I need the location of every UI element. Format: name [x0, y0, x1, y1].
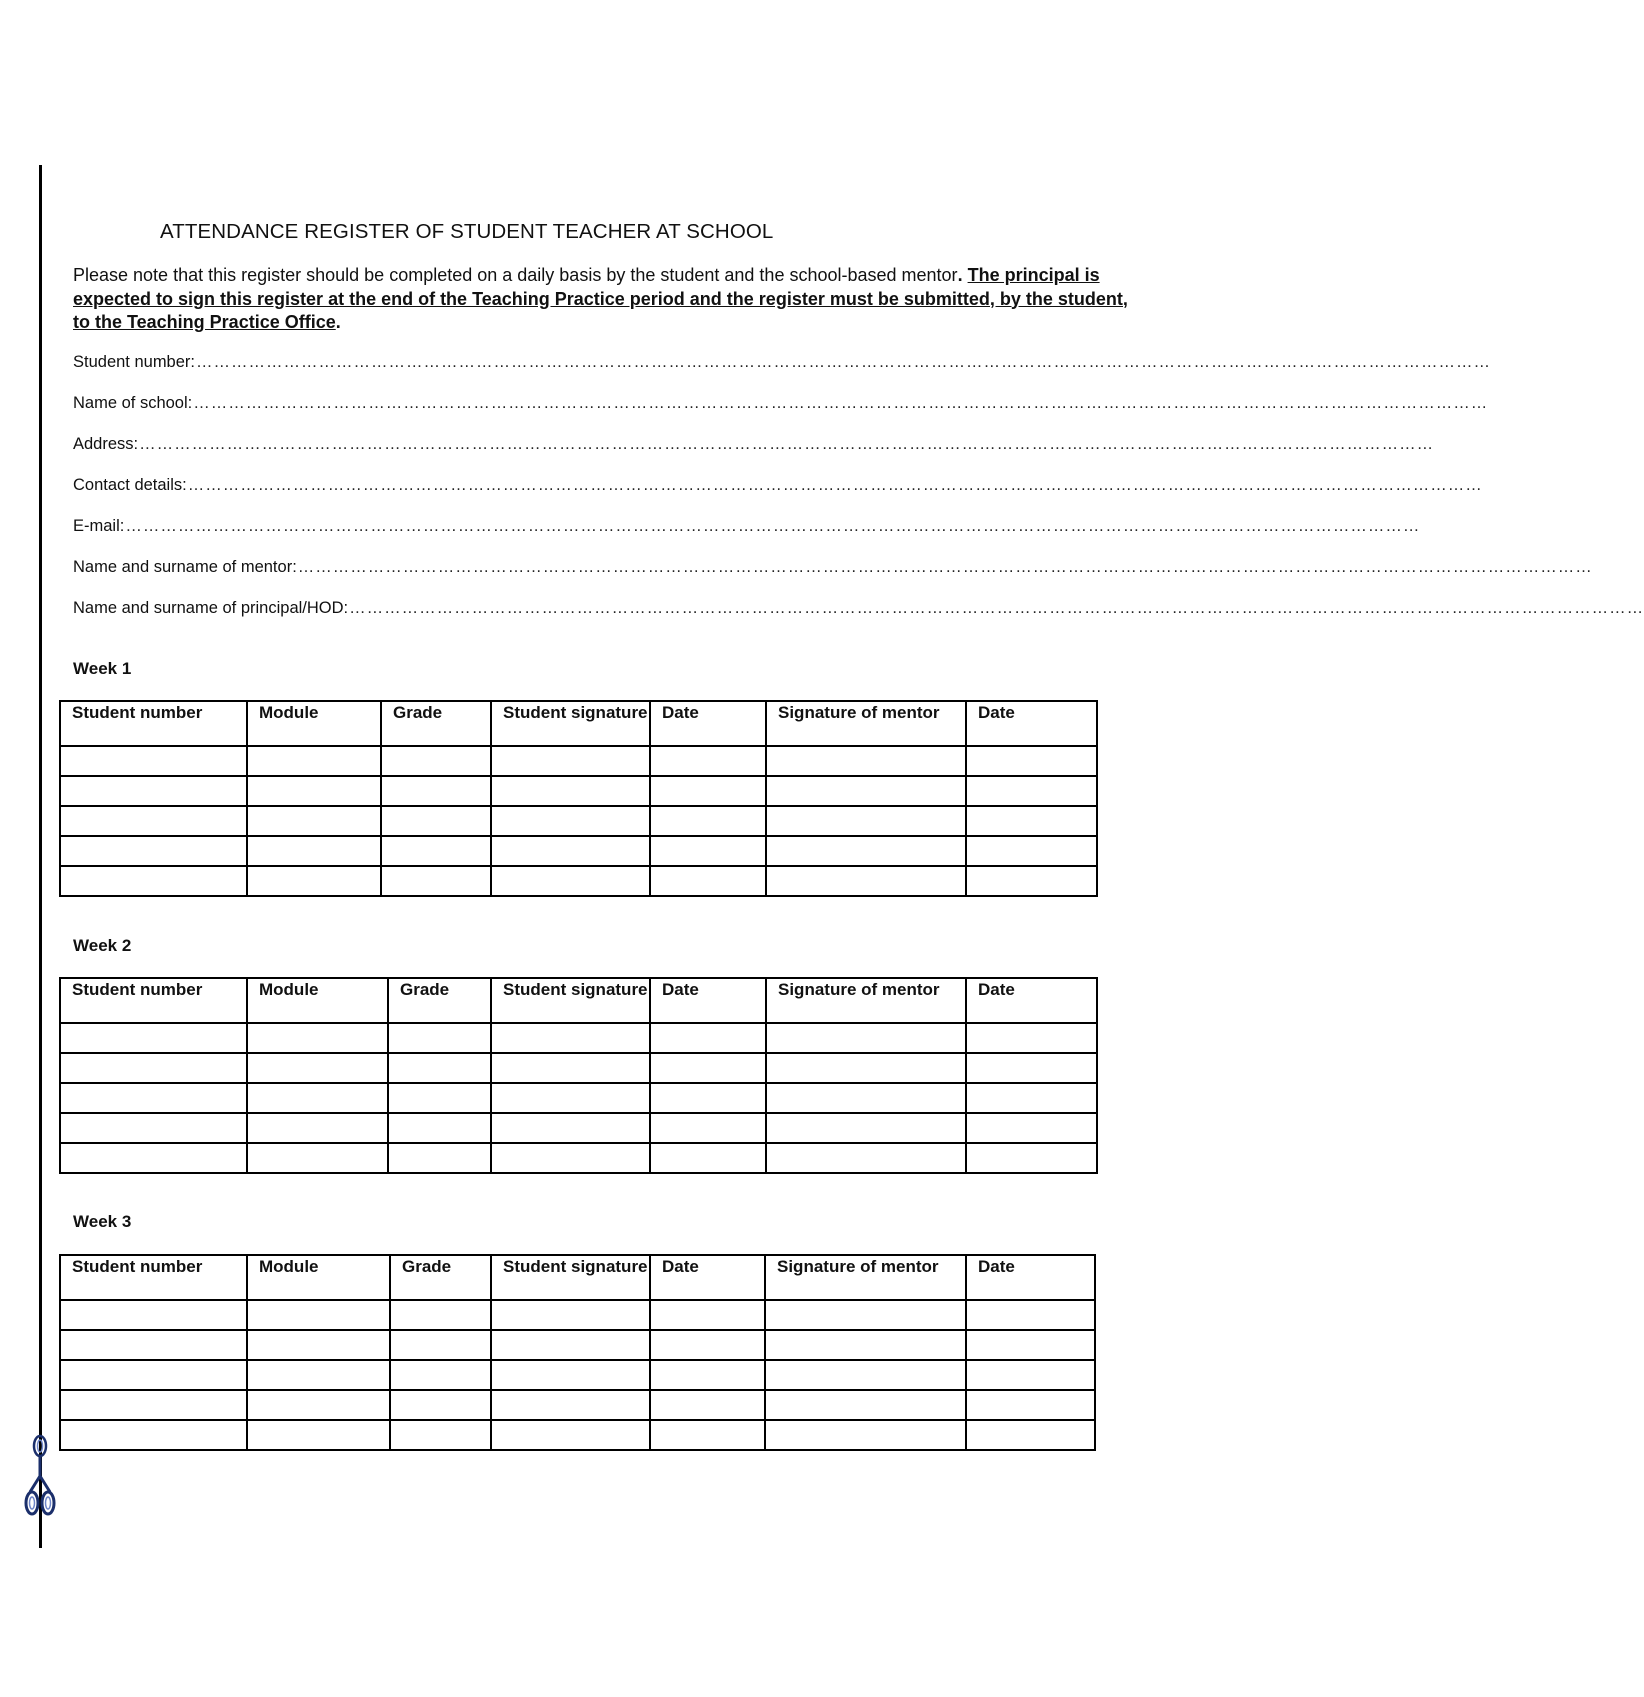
table-cell[interactable] [650, 1113, 766, 1143]
table-cell[interactable] [766, 746, 966, 776]
table-row [60, 1113, 1097, 1143]
table-cell[interactable] [650, 1300, 765, 1330]
table-cell[interactable] [247, 1420, 390, 1450]
table-cell[interactable] [388, 1023, 491, 1053]
table-cell[interactable] [60, 836, 247, 866]
table-cell[interactable] [966, 1360, 1095, 1390]
table-cell[interactable] [60, 806, 247, 836]
table-cell[interactable] [247, 746, 381, 776]
table-cell[interactable] [60, 1420, 247, 1450]
note-end: . [335, 312, 341, 332]
table-cell[interactable] [650, 836, 766, 866]
table-row [60, 866, 1097, 896]
table-cell[interactable] [650, 1420, 765, 1450]
table-cell[interactable] [650, 1360, 765, 1390]
table-row [60, 1390, 1095, 1420]
table-cell[interactable] [247, 1053, 388, 1083]
note-text: Please note that this register should be completed on a daily basis by the student and the school-based mentor [73, 265, 958, 285]
table-cell[interactable] [766, 1143, 966, 1173]
table-cell[interactable] [650, 866, 766, 896]
week-1-label: Week 1 [73, 659, 132, 678]
table-cell[interactable] [381, 806, 491, 836]
table-cell[interactable] [247, 1360, 390, 1390]
field-contact-details[interactable] [73, 473, 1483, 495]
table-cell[interactable] [650, 1023, 766, 1053]
table-cell[interactable] [966, 1143, 1097, 1173]
table-cell[interactable] [966, 1420, 1095, 1450]
table-cell[interactable] [381, 866, 491, 896]
table-row [60, 1420, 1095, 1450]
table-cell[interactable] [247, 1083, 388, 1113]
table-cell[interactable] [966, 806, 1097, 836]
field-dots: …………………………………………………………………………………………………………………………………………………………………………………………………… [349, 599, 1644, 617]
table-cell[interactable] [381, 776, 491, 806]
table-cell[interactable] [766, 836, 966, 866]
field-label: Name and surname of principal/HOD: [73, 599, 349, 617]
col-module: Module [247, 978, 388, 1023]
field-label: Contact details: [73, 476, 187, 494]
instruction-note [73, 264, 1143, 335]
table-cell[interactable] [247, 1300, 390, 1330]
table-cell[interactable] [491, 1053, 650, 1083]
field-label: Name and surname of mentor: [73, 558, 297, 576]
table-cell[interactable] [60, 1300, 247, 1330]
table-cell[interactable] [60, 746, 247, 776]
table-cell[interactable] [60, 866, 247, 896]
table-cell[interactable] [966, 1083, 1097, 1113]
document-title: ATTENDANCE REGISTER OF STUDENT TEACHER AT SCHOOL [160, 220, 774, 243]
table-cell[interactable] [766, 1023, 966, 1053]
field-email[interactable] [73, 514, 1421, 536]
table-header-row [60, 701, 1097, 746]
table-cell[interactable] [491, 1390, 650, 1420]
table-cell[interactable] [650, 806, 766, 836]
table-header-row [60, 978, 1097, 1023]
table-cell[interactable] [766, 866, 966, 896]
cut-line [39, 165, 42, 1548]
col-date: Date [650, 701, 766, 746]
col-student-signature: Student signature [491, 701, 650, 746]
table-row [60, 776, 1097, 806]
table-cell[interactable] [60, 1360, 247, 1390]
table-cell[interactable] [765, 1360, 966, 1390]
field-dots: …………………………………………………………………………………………………………………………………………………………………………………………………… [297, 558, 1593, 576]
scissors-icon [24, 1432, 56, 1520]
table-cell[interactable] [60, 1113, 247, 1143]
table-cell[interactable] [60, 1143, 247, 1173]
col-student-signature: Student signature [491, 1255, 650, 1300]
table-cell[interactable] [247, 776, 381, 806]
col-student-number: Student number [60, 978, 247, 1023]
field-principal-name[interactable] [73, 596, 1644, 618]
table-cell[interactable] [650, 1143, 766, 1173]
table-cell[interactable] [966, 1053, 1097, 1083]
field-label: Student number: [73, 353, 195, 371]
table-cell[interactable] [60, 1330, 247, 1360]
table-cell[interactable] [491, 1300, 650, 1330]
table-cell[interactable] [650, 776, 766, 806]
field-dots: …………………………………………………………………………………………………………………………………………………………………………………………………… [196, 353, 1491, 371]
field-student-number[interactable] [73, 350, 1491, 372]
week-3-label: Week 3 [73, 1212, 132, 1231]
table-cell[interactable] [491, 806, 650, 836]
col-date-2: Date [966, 1255, 1095, 1300]
col-date: Date [650, 1255, 765, 1300]
col-mentor-signature: Signature of mentor [766, 978, 966, 1023]
table-cell[interactable] [491, 1023, 650, 1053]
table-cell[interactable] [247, 1113, 388, 1143]
table-cell[interactable] [966, 1023, 1097, 1053]
table-cell[interactable] [491, 776, 650, 806]
table-cell[interactable] [247, 1023, 388, 1053]
table-cell[interactable] [766, 1053, 966, 1083]
table-row [60, 836, 1097, 866]
table-cell[interactable] [491, 1113, 650, 1143]
col-date-2: Date [966, 701, 1097, 746]
table-cell[interactable] [247, 866, 381, 896]
table-row [60, 1330, 1095, 1360]
table-cell[interactable] [491, 1083, 650, 1113]
table-row [60, 1143, 1097, 1173]
table-cell[interactable] [388, 1053, 491, 1083]
table-row [60, 1360, 1095, 1390]
field-name-of-school[interactable] [73, 391, 1489, 413]
field-label: Name of school: [73, 394, 193, 412]
table-cell[interactable] [491, 746, 650, 776]
table-cell[interactable] [765, 1330, 966, 1360]
table-cell[interactable] [247, 836, 381, 866]
table-cell[interactable] [60, 1390, 247, 1420]
table-cell[interactable] [247, 1143, 388, 1173]
table-cell[interactable] [765, 1420, 966, 1450]
field-dots: …………………………………………………………………………………………………………………………………………………………………………………………………… [125, 517, 1421, 535]
week-2-label: Week 2 [73, 936, 132, 955]
table-row [60, 1023, 1097, 1053]
table-cell[interactable] [650, 1053, 766, 1083]
col-grade: Grade [390, 1255, 491, 1300]
table-cell[interactable] [765, 1300, 966, 1330]
table-cell[interactable] [381, 746, 491, 776]
col-date-2: Date [966, 978, 1097, 1023]
table-cell[interactable] [650, 1390, 765, 1420]
col-grade: Grade [381, 701, 491, 746]
field-address[interactable] [73, 432, 1435, 454]
table-cell[interactable] [390, 1300, 491, 1330]
table-cell[interactable] [390, 1360, 491, 1390]
table-cell[interactable] [966, 1390, 1095, 1420]
col-module: Module [247, 701, 381, 746]
field-dots: …………………………………………………………………………………………………………………………………………………………………………………………………… [187, 476, 1483, 494]
table-cell[interactable] [966, 866, 1097, 896]
table-cell[interactable] [390, 1330, 491, 1360]
col-mentor-signature: Signature of mentor [765, 1255, 966, 1300]
table-cell[interactable] [491, 1360, 650, 1390]
table-cell[interactable] [390, 1420, 491, 1450]
table-cell[interactable] [390, 1390, 491, 1420]
table-cell[interactable] [766, 806, 966, 836]
week-3-table [59, 1254, 1096, 1451]
note-dot: . [957, 265, 968, 285]
table-cell[interactable] [491, 866, 650, 896]
table-row [60, 806, 1097, 836]
table-cell[interactable] [766, 776, 966, 806]
table-cell[interactable] [765, 1390, 966, 1420]
note-emphasis: The principal is expected to sign this register at the end of the Teaching Practice period and the register must be submitted, by the student, to the Teaching Practice Office [73, 265, 1128, 332]
table-cell[interactable] [388, 1143, 491, 1173]
table-cell[interactable] [60, 776, 247, 806]
field-label: Address: [73, 435, 139, 453]
col-mentor-signature: Signature of mentor [766, 701, 966, 746]
col-module: Module [247, 1255, 390, 1300]
table-cell[interactable] [60, 1023, 247, 1053]
table-cell[interactable] [966, 1113, 1097, 1143]
table-cell[interactable] [650, 1330, 765, 1360]
col-grade: Grade [388, 978, 491, 1023]
table-cell[interactable] [491, 1330, 650, 1360]
table-row [60, 1053, 1097, 1083]
table-cell[interactable] [966, 836, 1097, 866]
table-row [60, 1300, 1095, 1330]
table-cell[interactable] [247, 1390, 390, 1420]
table-cell[interactable] [966, 1330, 1095, 1360]
table-cell[interactable] [650, 746, 766, 776]
col-student-signature: Student signature [491, 978, 650, 1023]
col-student-number: Student number [60, 701, 247, 746]
table-cell[interactable] [966, 1300, 1095, 1330]
col-date: Date [650, 978, 766, 1023]
table-cell[interactable] [966, 776, 1097, 806]
field-dots: …………………………………………………………………………………………………………………………………………………………………………………………………… [193, 394, 1489, 412]
week-2-table [59, 977, 1098, 1174]
field-dots: …………………………………………………………………………………………………………………………………………………………………………………………………… [139, 435, 1435, 453]
table-cell[interactable] [491, 836, 650, 866]
table-header-row [60, 1255, 1095, 1300]
week-1-table [59, 700, 1098, 897]
table-cell[interactable] [491, 1143, 650, 1173]
table-cell[interactable] [650, 1083, 766, 1113]
field-label: E-mail: [73, 517, 125, 535]
table-cell[interactable] [381, 836, 491, 866]
field-mentor-name[interactable] [73, 555, 1593, 577]
table-cell[interactable] [766, 1113, 966, 1143]
table-cell[interactable] [388, 1083, 491, 1113]
col-student-number: Student number [60, 1255, 247, 1300]
table-cell[interactable] [60, 1083, 247, 1113]
table-cell[interactable] [60, 1053, 247, 1083]
table-cell[interactable] [966, 746, 1097, 776]
table-cell[interactable] [247, 1330, 390, 1360]
table-cell[interactable] [766, 1083, 966, 1113]
table-row [60, 1083, 1097, 1113]
table-cell[interactable] [491, 1420, 650, 1450]
table-cell[interactable] [388, 1113, 491, 1143]
table-cell[interactable] [247, 806, 381, 836]
table-row [60, 746, 1097, 776]
